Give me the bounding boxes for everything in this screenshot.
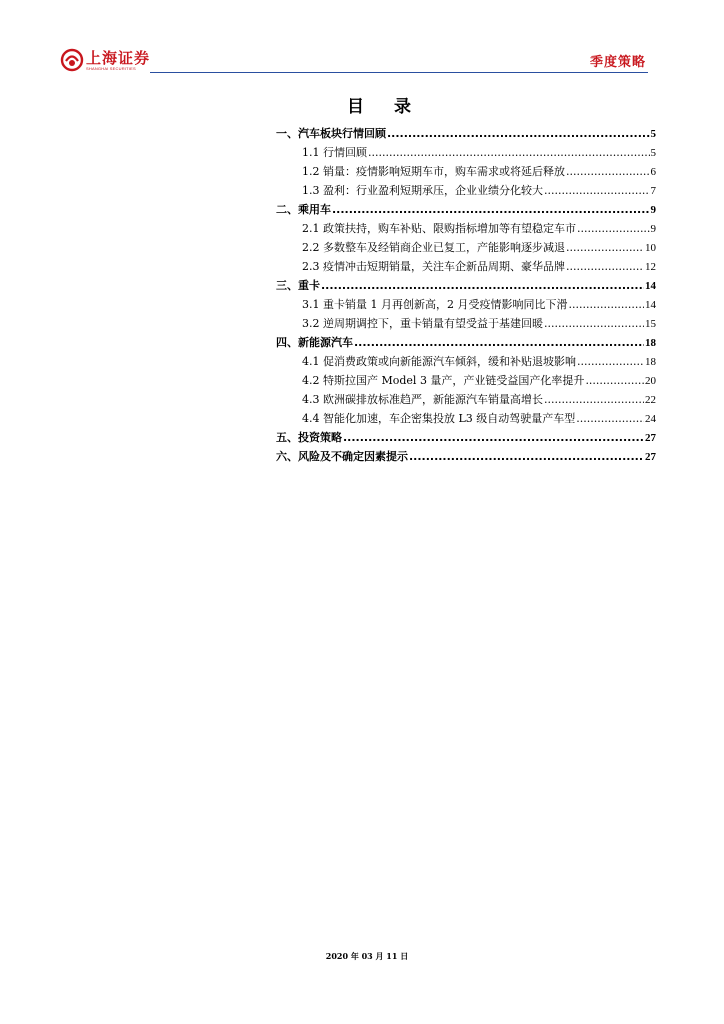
toc-subsection-entry[interactable] — [276, 409, 656, 428]
header-divider — [150, 72, 648, 73]
company-logo — [60, 48, 150, 72]
toc-entry-label: 1.3 盈利：行业盈利短期承压，企业业绩分化较大 — [302, 184, 543, 197]
toc-entry-page-number: 9 — [650, 204, 656, 216]
toc-entry-page-number: 27 — [645, 432, 656, 444]
toc-section-entry[interactable] — [276, 124, 656, 143]
toc-entry-page-number: 7 — [650, 185, 656, 197]
toc-subsection-entry[interactable] — [276, 143, 656, 162]
toc-subsection-entry[interactable] — [276, 390, 656, 409]
toc-subsection-entry[interactable] — [276, 162, 656, 181]
toc-entry-label: 4.4 智能化加速，车企密集投放 L3 级自动驾驶量产车型 — [302, 412, 576, 425]
toc-entry-page-number: 27 — [645, 451, 656, 463]
toc-entry-label: 一、汽车板块行情回顾 — [276, 127, 386, 140]
toc-dot-leader — [577, 352, 644, 371]
toc-dot-leader — [566, 257, 644, 276]
logo-emblem-icon — [60, 48, 84, 72]
toc-section-entry[interactable] — [276, 447, 656, 466]
toc-entry-label: 1.2 销量：疫情影响短期车市，购车需求或将延后释放 — [302, 165, 565, 178]
toc-dot-leader — [544, 181, 650, 200]
report-type-label: 季度策略 — [589, 55, 646, 70]
toc-dot-leader — [544, 314, 644, 333]
toc-entry-label: 4.1 促消费政策或向新能源汽车倾斜，缓和补贴退坡影响 — [302, 355, 576, 368]
toc-entry-label: 三、重卡 — [276, 279, 320, 292]
toc-section-entry[interactable] — [276, 428, 656, 447]
toc-entry-page-number: 10 — [645, 242, 656, 254]
toc-entry-page-number: 5 — [650, 128, 656, 140]
toc-entry-page-number: 18 — [645, 356, 656, 368]
toc-subsection-entry[interactable] — [276, 295, 656, 314]
toc-entry-page-number: 24 — [645, 413, 656, 425]
toc-subsection-entry[interactable] — [276, 257, 656, 276]
toc-subsection-entry[interactable] — [276, 314, 656, 333]
toc-dot-leader — [387, 124, 650, 143]
toc-section-entry[interactable] — [276, 333, 656, 352]
toc-entry-label: 2.2 多数整车及经销商企业已复工，产能影响逐步减退 — [302, 241, 565, 254]
toc-entry-label: 3.1 重卡销量 1 月再创新高，2 月受疫情影响同比下滑 — [302, 298, 568, 311]
table-of-contents — [276, 124, 656, 466]
toc-subsection-entry[interactable] — [276, 238, 656, 257]
toc-entry-page-number: 6 — [650, 166, 656, 178]
toc-dot-leader — [354, 333, 644, 352]
toc-entry-label: 4.3 欧洲碳排放标准趋严，新能源汽车销量高增长 — [302, 393, 543, 406]
toc-entry-label: 二、乘用车 — [276, 203, 331, 216]
toc-dot-leader — [566, 238, 644, 257]
toc-subsection-entry[interactable] — [276, 352, 656, 371]
toc-subsection-entry[interactable] — [276, 371, 656, 390]
toc-dot-leader — [585, 371, 644, 390]
toc-entry-label: 4.2 特斯拉国产 Model 3 量产，产业链受益国产化率提升 — [302, 374, 585, 387]
toc-entry-label: 1.1 行情回顾 — [302, 146, 367, 159]
toc-dot-leader — [577, 219, 650, 238]
toc-dot-leader — [343, 428, 644, 447]
toc-title: 目 录 — [347, 97, 423, 117]
logo-chinese-name: 上海证券 — [86, 48, 151, 67]
toc-entry-page-number: 14 — [645, 299, 656, 311]
toc-dot-leader — [321, 276, 644, 295]
toc-entry-label: 2.3 疫情冲击短期销量，关注车企新品周期、豪华品牌 — [302, 260, 565, 273]
toc-entry-label: 3.2 逆周期调控下，重卡销量有望受益于基建回暖 — [302, 317, 543, 330]
toc-entry-page-number: 9 — [650, 223, 656, 235]
toc-entry-page-number: 5 — [650, 147, 656, 159]
toc-dot-leader — [568, 295, 644, 314]
toc-entry-label: 五、投资策略 — [276, 431, 342, 444]
logo-english-name: SHANGHAI SECURITIES — [86, 65, 136, 71]
toc-dot-leader — [576, 409, 644, 428]
toc-entry-page-number: 14 — [645, 280, 656, 292]
toc-entry-label: 2.1 政策扶持，购车补贴、限购指标增加等有望稳定车市 — [302, 222, 576, 235]
toc-entry-page-number: 18 — [645, 337, 656, 349]
report-date: 2020 年 03 月 11 日 — [325, 951, 409, 961]
toc-dot-leader — [332, 200, 650, 219]
toc-subsection-entry[interactable] — [276, 219, 656, 238]
toc-entry-label: 六、风险及不确定因素提示 — [276, 450, 408, 463]
toc-dot-leader — [409, 447, 644, 466]
toc-section-entry[interactable] — [276, 276, 656, 295]
toc-subsection-entry[interactable] — [276, 181, 656, 200]
toc-dot-leader — [368, 143, 650, 162]
toc-entry-page-number: 12 — [645, 261, 656, 273]
toc-dot-leader — [544, 390, 644, 409]
toc-entry-label: 四、新能源汽车 — [276, 336, 353, 349]
toc-section-entry[interactable] — [276, 200, 656, 219]
toc-entry-page-number: 15 — [645, 318, 656, 330]
toc-dot-leader — [566, 162, 650, 181]
toc-entry-page-number: 20 — [645, 375, 656, 387]
toc-entry-page-number: 22 — [645, 394, 656, 406]
